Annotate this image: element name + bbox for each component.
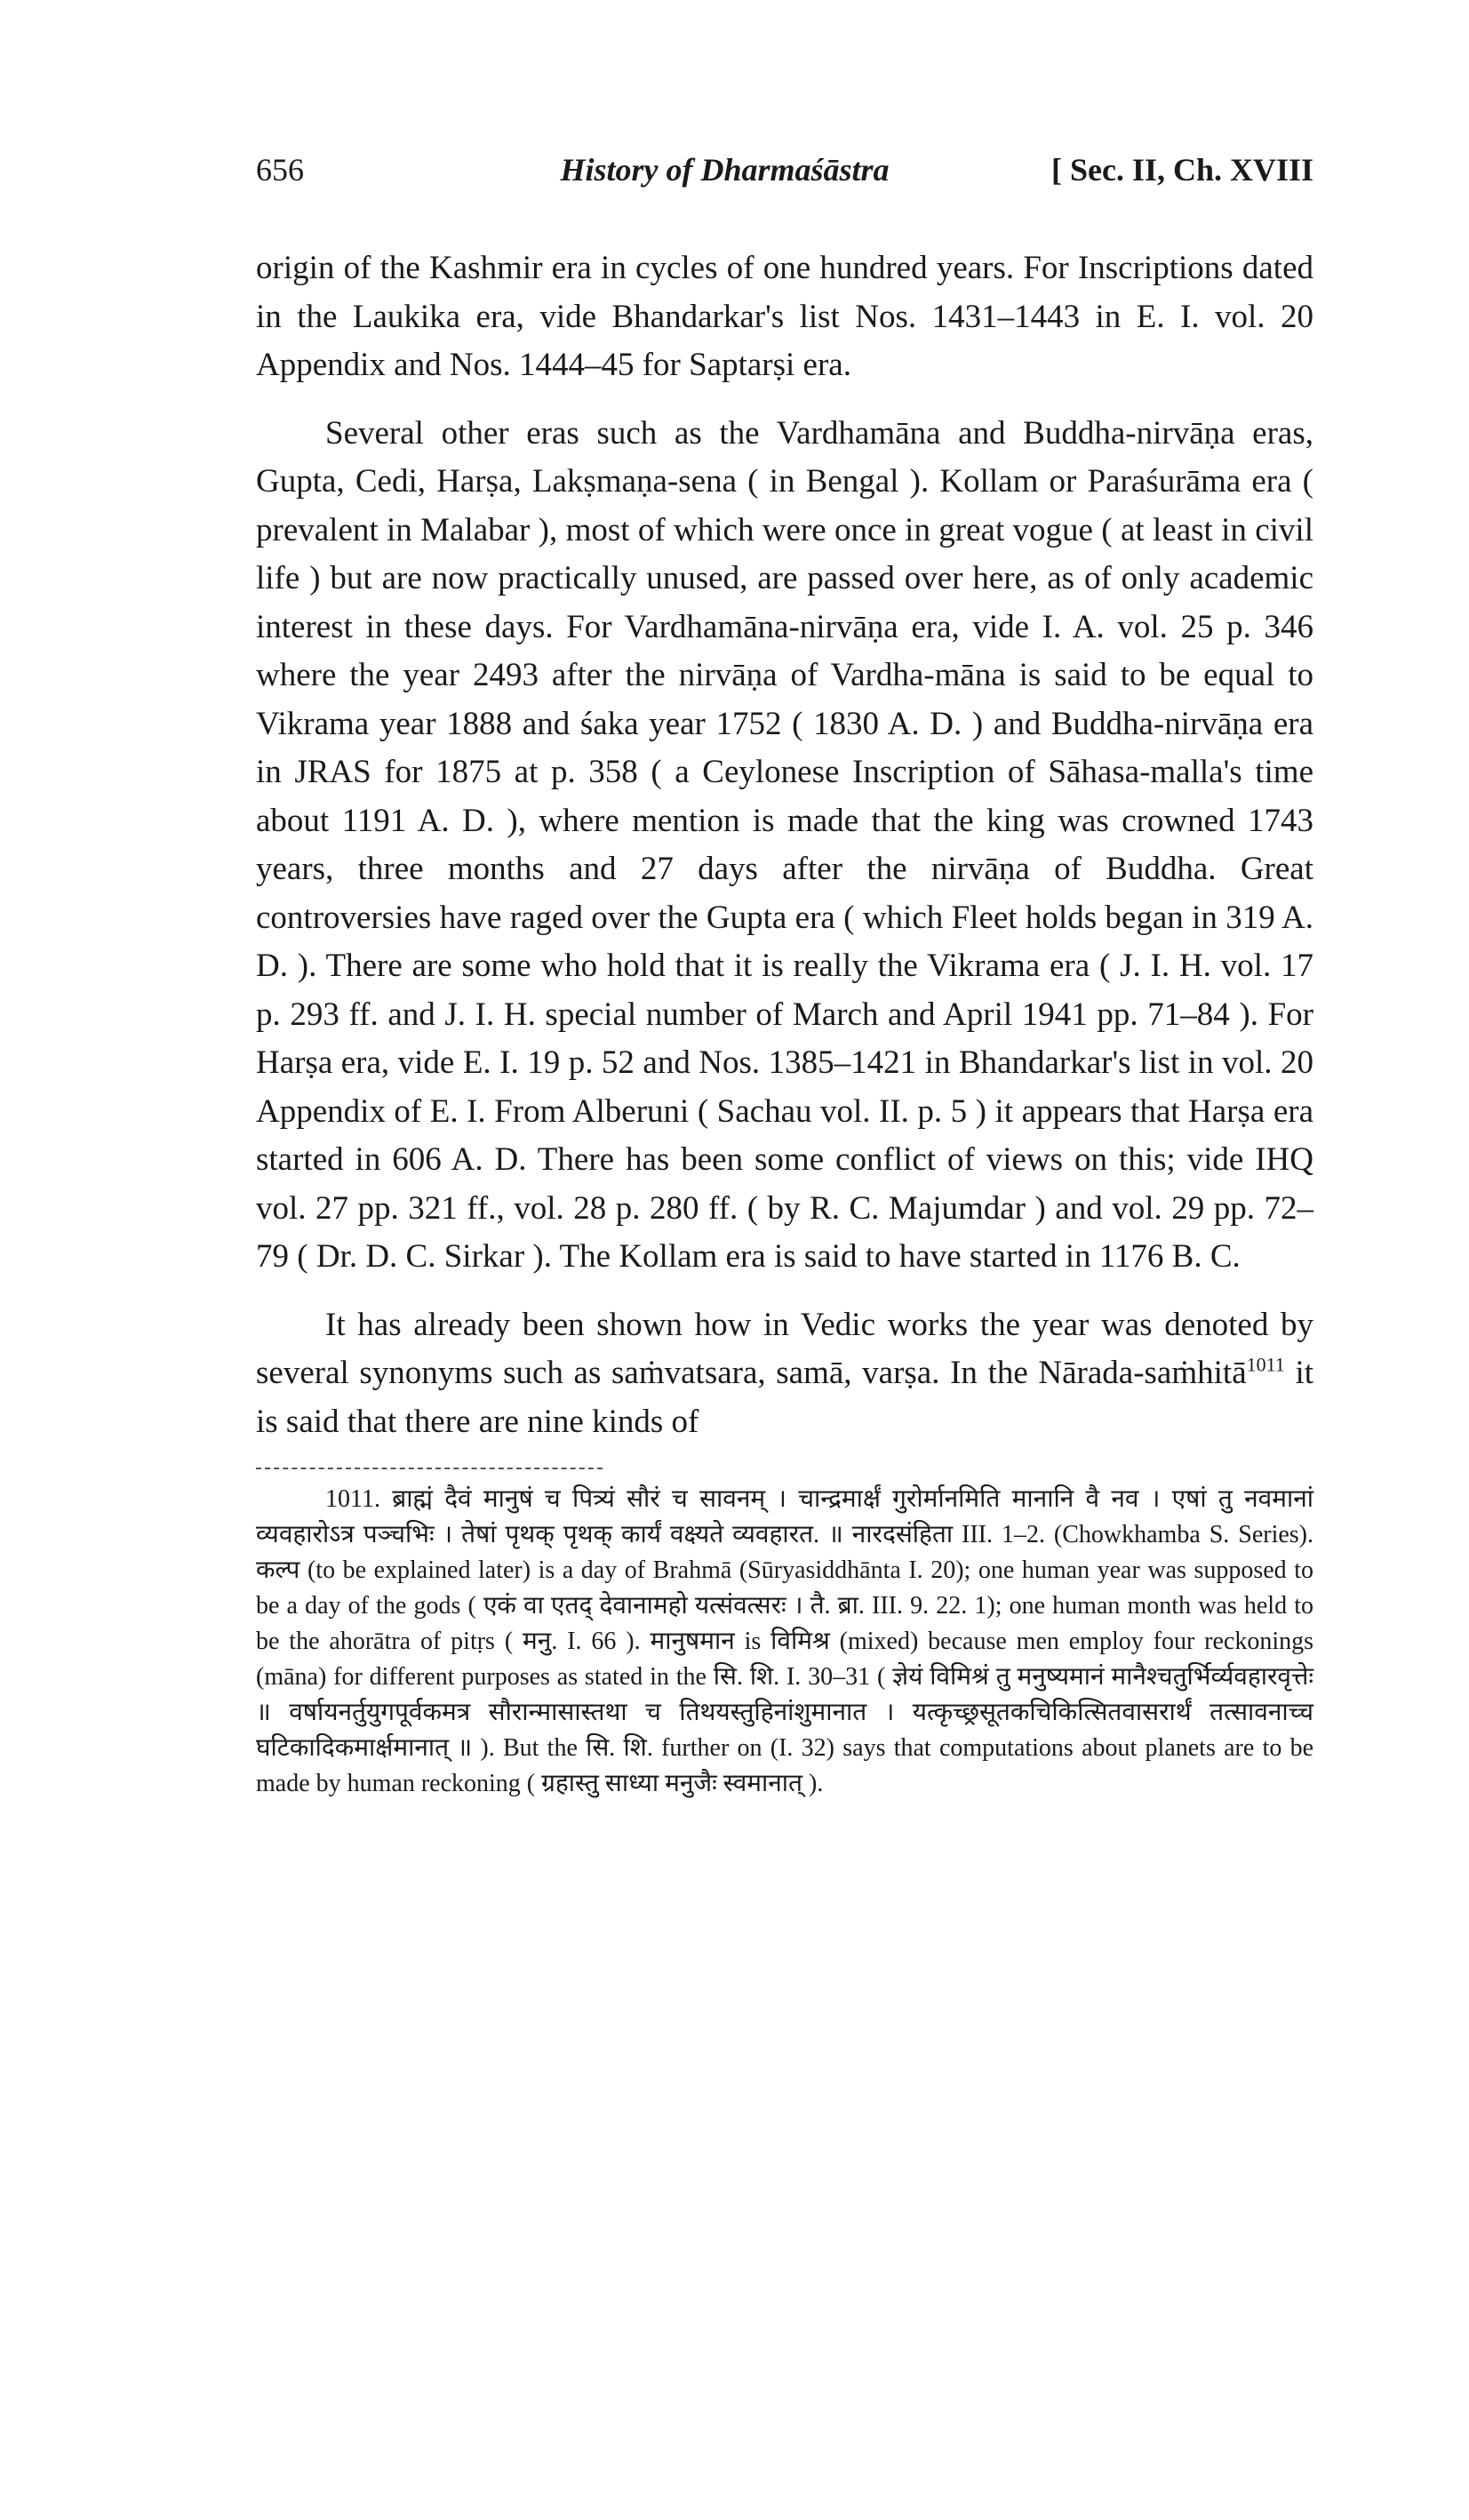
running-title: History of Dharmaśāstra bbox=[560, 152, 890, 188]
section-reference: [ Sec. II, Ch. XVIII bbox=[1050, 152, 1313, 188]
page-number: 656 bbox=[256, 152, 304, 188]
footnote-marker: 1011 bbox=[1246, 1353, 1285, 1376]
paragraph-2: Several other eras such as the Vardhamāna and Buddha-nirvāṇa eras, Gupta, Cedi, Harṣa, Lakṣmaṇa-sena ( in Bengal ). Kollam or Paraśurāma era ( prevalent in Malabar ), most of which were once in great vogue ( at least in civil life ) but are now practically unused, are passed over here, as of only academic interest in these days. For Vardhamāna-nirvāṇa era, vide I. A. vol. 25 p. 346 where the year 2493 after the nirvāṇa of Vardha-māna is said to be equal to Vikrama year 1888 and śaka year 1752 ( 1830 A. D. ) and Buddha-nirvāṇa era in JRAS for 1875 at p. 358 ( a Ceylonese Inscription of Sāhasa-malla's time about 1191 A. D. ), where mention is made that the king was crowned 1743 years, three months and 27 days after the nirvāṇa of Buddha. Great controversies have raged over the Gupta era ( which Fleet holds began in 319 A. D. ). There are some who hold that it is really the Vikrama era ( J. I. H. vol. 17 p. 293 ff. and J. I. H. special number of March and April 1941 pp. 71–84 ). For Harṣa era, vide E. I. 19 p. 52 and Nos. 1385–1421 in Bhandarkar's list in vol. 20 Appendix of E. I. From Alberuni ( Sachau vol. II. p. 5 ) it appears that Harṣa era started in 606 A. D. There has been some conflict of views on this; vide IHQ vol. 27 pp. 321 ff., vol. 28 p. 280 ff. ( by R. C. Majumdar ) and vol. 29 pp. 72–79 ( Dr. D. C. Sirkar ). The Kollam era is said to have started in 1176 B. C. bbox=[256, 414, 1313, 1275]
paragraph-3 bbox=[256, 1301, 1313, 1447]
footnote-1011: 1011. ब्राह्मं दैवं मानुषं च पित्र्यं सौरं च सावनम् । चान्द्रमार्क्षं गुरोर्मानमिति मानानि वै नव । एषां तु नवमानां व्यवहारोऽत्र पञ्चभिः । तेषां पृथक् पृथक् कार्यं वक्ष्यते व्यवहारत. ॥ नारदसंहिता III. 1–2. (Chowkhamba S. Series). कल्प (to be explained later) is a day of Brahmā (Sūryasiddhānta I. 20); one human year was supposed to be a day of the gods ( एकं वा एतद् देवानामहो यत्संवत्सरः । तै. ब्रा. III. 9. 22. 1); one human month was held to be the ahorātra of pitṛs ( मनु. I. 66 ). मानुषमान is विमिश्र (mixed) because men employ four reckonings (māna) for different purposes as stated in the सि. शि. I. 30–31 ( ज्ञेयं विमिश्रं तु मनुष्यमानं मानैश्चतुर्भिर्व्यवहारवृत्तेः ॥ वर्षायनर्तुयुगपूर्वकमत्र सौरान्मासास्तथा च तिथयस्तुहिनांशुमानात । यत्कृच्छ्रसूतकचिकित्सितवासरार्थं तत्सावनाच्च घटिकादिकमार्क्षमानात् ॥ ). But the सि. शि. further on (I. 32) says that computations about planets are to be made by human reckoning ( ग्रहास्तु साध्या मनुजैः स्वमानात् ). bbox=[256, 1485, 1313, 1797]
paragraph-3-text: It has already been shown how in Vedic works the year was denoted by several synonyms such as saṁvatsara, samā, varṣa. In the Nārada-saṁhitā bbox=[256, 1306, 1313, 1391]
paragraph-3-continued: it is said that there are nine kinds of bbox=[256, 1355, 1314, 1440]
paragraph-1: origin of the Kashmir era in cycles of one hundred years. For Inscriptions dated in the Laukika era, vide Bhandarkar's list Nos. 1431–1443 in E. I. vol. 20 Appendix and Nos. 1444–45 for Saptarṣi era. bbox=[256, 250, 1313, 383]
footnote-divider bbox=[256, 1468, 603, 1469]
page bbox=[256, 151, 1313, 1802]
footnotes bbox=[256, 1482, 1313, 1802]
body-text bbox=[256, 244, 1313, 1446]
page-header bbox=[256, 151, 1313, 204]
